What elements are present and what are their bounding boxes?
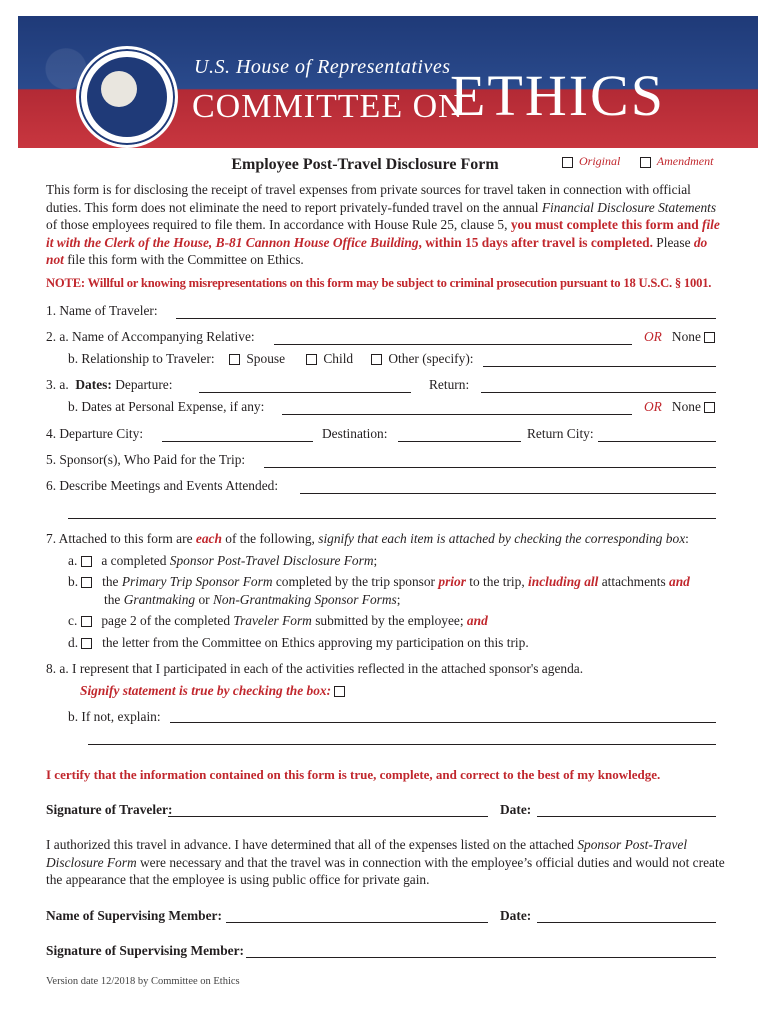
amendment-option[interactable]: Amendment	[640, 154, 713, 169]
personal-expense-none-checkbox[interactable]	[704, 402, 715, 413]
q1-label: 1. Name of Traveler:	[46, 303, 158, 318]
q7-label: 7. Attached to this form are each of the following, signify that each item is attached by checking the corresponding box:	[46, 531, 689, 546]
certify-statement: I certify that the information contained on this form is true, complete, and correct to the best of my knowledge.	[46, 767, 661, 782]
supervising-signature-field[interactable]	[246, 957, 716, 958]
q3b-or-none: OR None	[644, 399, 718, 415]
sig-traveler-label: Signature of Traveler:	[46, 802, 173, 817]
q2b-label: b. Relationship to Traveler:	[68, 351, 215, 366]
q5-label: 5. Sponsor(s), Who Paid for the Trip:	[46, 452, 246, 467]
traveler-signature-field[interactable]	[168, 816, 488, 817]
banner-house-title: U.S. House of Representatives	[194, 56, 451, 78]
q7b-checkbox[interactable]	[81, 577, 92, 588]
return-date-field[interactable]	[481, 392, 716, 393]
q8a-signify: Signify statement is true by checking the box:	[80, 683, 348, 699]
explain-field-line1[interactable]	[170, 722, 716, 723]
other-specify-field[interactable]	[483, 366, 716, 367]
q7b-item: b. the Primary Trip Sponsor Form completed by the trip sponsor prior to the trip, including all attachments and	[68, 574, 690, 589]
q8a-label: 8. a. I represent that I participated in each of the activities reflected in the attached sponsor's agenda.	[46, 661, 584, 676]
q7a-item: a. a completed Sponsor Post-Travel Disclosure Form;	[68, 553, 378, 568]
q4-label: 4. Departure City:	[46, 426, 144, 441]
traveler-date-field[interactable]	[537, 816, 716, 817]
eagle-icon	[101, 71, 137, 107]
explain-field-line2[interactable]	[88, 744, 716, 745]
personal-expense-dates-field[interactable]	[282, 414, 632, 415]
return-city-label: Return City:	[527, 426, 594, 441]
original-option[interactable]: Original	[562, 154, 620, 169]
amendment-checkbox[interactable]	[640, 157, 651, 168]
q3a-label: 3. a. Dates: Departure:	[46, 377, 173, 392]
traveler-date-label: Date:	[500, 802, 532, 817]
child-option[interactable]: Child	[306, 351, 353, 367]
meetings-field-line1[interactable]	[300, 493, 716, 494]
departure-date-field[interactable]	[199, 392, 411, 393]
q3b-label: b. Dates at Personal Expense, if any:	[68, 399, 265, 414]
banner-ethics: ETHICS	[450, 63, 665, 128]
q6-label: 6. Describe Meetings and Events Attended:	[46, 478, 279, 493]
q8b-label: b. If not, explain:	[68, 709, 161, 724]
child-checkbox[interactable]	[306, 354, 317, 365]
intro-paragraph: This form is for disclosing the receipt of travel expenses from private sources for travel taken in connection with official duties. This form does not eliminate the need to report privately-funded travel on the annual Financial Disclosure Statements of those employees required to file them. In accordance with House Rule 25, clause 5, you must complete this form and file it with the Clerk of the House, B-81 Cannon House Office Building, within 15 days after travel is completed. Please do not file this form with the Committee on Ethics.	[46, 182, 720, 267]
name-supervising-label: Name of Supervising Member:	[46, 908, 222, 923]
supervising-date-field[interactable]	[537, 922, 716, 923]
q7c-item: c. page 2 of the completed Traveler Form submitted by the employee; and	[68, 613, 488, 628]
relative-none-checkbox[interactable]	[704, 332, 715, 343]
sponsor-field[interactable]	[264, 467, 716, 468]
house-seal-logo	[76, 46, 178, 148]
q2a-label: 2. a. Name of Accompanying Relative:	[46, 329, 255, 344]
original-checkbox[interactable]	[562, 157, 573, 168]
traveler-name-field[interactable]	[176, 318, 716, 319]
departure-city-field[interactable]	[162, 441, 313, 442]
q7a-checkbox[interactable]	[81, 556, 92, 567]
header-banner	[18, 16, 758, 148]
version-footer: Version date 12/2018 by Committee on Ethics	[46, 976, 240, 987]
other-checkbox[interactable]	[371, 354, 382, 365]
return-label: Return:	[429, 377, 470, 392]
form-title: Employee Post-Travel Disclosure Form	[231, 156, 499, 173]
destination-label: Destination:	[322, 426, 388, 441]
spouse-checkbox[interactable]	[229, 354, 240, 365]
destination-field[interactable]	[398, 441, 521, 442]
relative-name-field[interactable]	[274, 344, 632, 345]
meetings-field-line2[interactable]	[68, 518, 716, 519]
note-warning: NOTE: Willful or knowing misrepresentations on this form may be subject to criminal prosecution pursuant to 18 U.S.C. § 1001.	[46, 276, 712, 290]
banner-committee-on: COMMITTEE ON	[192, 88, 464, 125]
return-city-field[interactable]	[598, 441, 716, 442]
supervising-name-field[interactable]	[226, 922, 488, 923]
q7c-checkbox[interactable]	[81, 616, 92, 627]
other-option[interactable]: Other (specify):	[371, 351, 474, 367]
q7d-item: d. the letter from the Committee on Ethics approving my participation on this trip.	[68, 635, 529, 650]
supervising-date-label: Date:	[500, 908, 532, 923]
q7b-item-cont: the Grantmaking or Non-Grantmaking Sponsor Forms;	[104, 592, 401, 607]
q2a-or-none: OR None	[644, 329, 718, 345]
sig-supervising-label: Signature of Supervising Member:	[46, 943, 245, 958]
q7d-checkbox[interactable]	[81, 638, 92, 649]
spouse-option[interactable]: Spouse	[229, 351, 285, 367]
authorization-paragraph: I authorized this travel in advance. I have determined that all of the expenses listed on the attached Sponsor Post-Travel Disclosure Form were necessary and that the travel was in connection with the employee’s official duties and would not create the appearance that the employee is using public office for private gain.	[46, 837, 725, 887]
q8a-checkbox[interactable]	[334, 686, 345, 697]
